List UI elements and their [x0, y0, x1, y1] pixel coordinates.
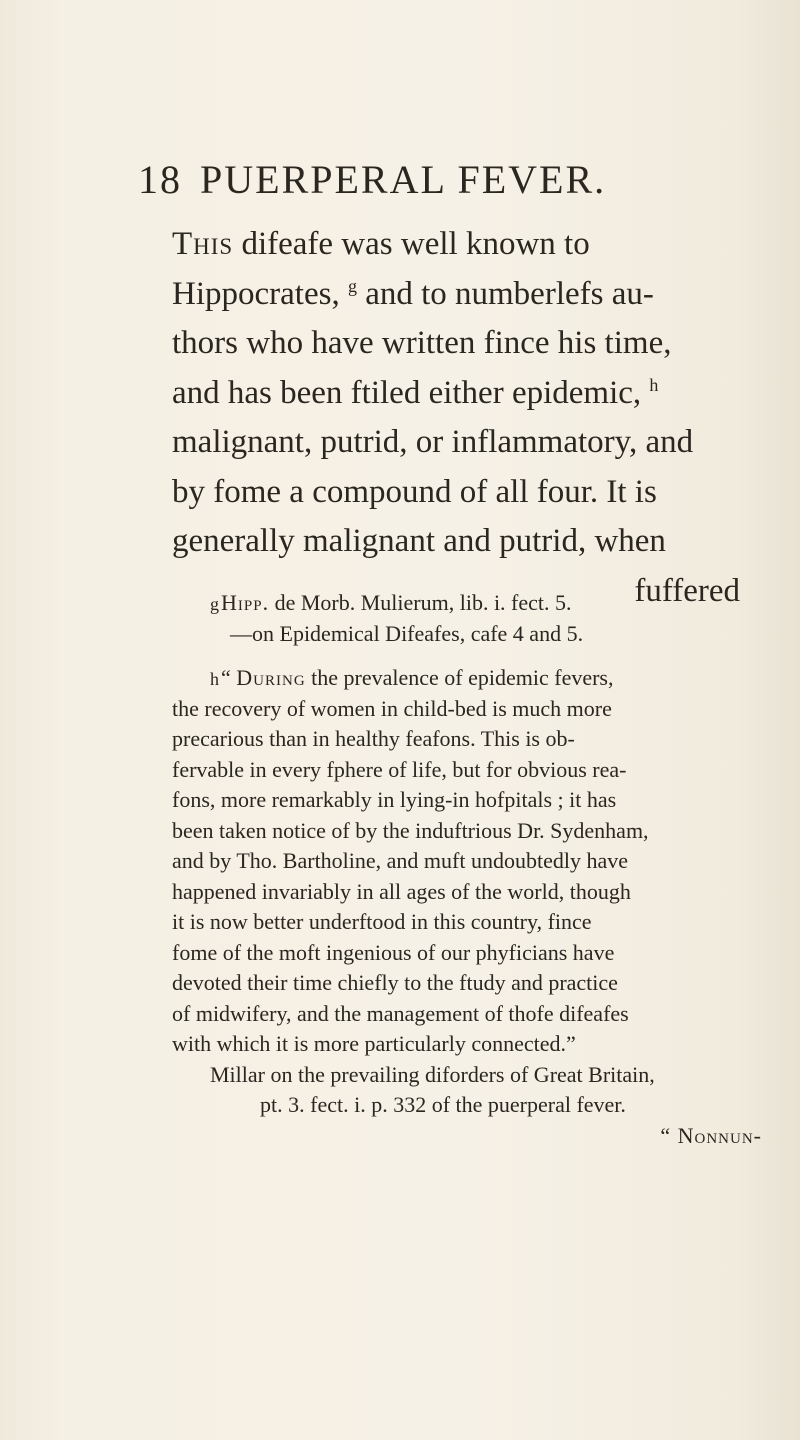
- footnote-line: of midwifery, and the management of thofe difeafes: [172, 1000, 629, 1026]
- footnote-h: h“ During the prevalence of epidemic fevers,: [210, 665, 614, 690]
- footnote-g: gHipp. de Morb. Mulierum, lib. i. fect. 5.: [210, 590, 572, 615]
- body-text: [172, 220, 772, 616]
- running-head: [138, 156, 698, 212]
- body-line: thors who have written fince his time,: [172, 325, 672, 361]
- footnote-line: and by Tho. Bartholine, and muft undoubtedly have: [172, 848, 629, 873]
- footnote-line: it is now better underftood in this country, fince: [172, 909, 592, 934]
- footnote-ref-g: g: [347, 275, 357, 296]
- footnote-g-continued: —on Epidemical Difeafes, cafe 4 and 5.: [230, 620, 584, 646]
- author-name: Hipp.: [221, 590, 270, 615]
- small-caps-word: During: [236, 665, 306, 690]
- body-line: and has been ftiled either epidemic, $^h$: [172, 374, 659, 411]
- footnote-ref-h: h: [649, 374, 659, 395]
- footnote-line: fome of the moft ingenious of our phyficians have: [172, 939, 615, 965]
- body-line: by fome a compound of all four. It is: [172, 473, 657, 510]
- running-title: PUERPERAL FEVER.: [200, 157, 607, 202]
- footnote-line: precarious than in healthy feafons. This is ob-: [172, 726, 575, 751]
- catchword-body: fuffered: [634, 572, 740, 609]
- footnote-line: fons, more remarkably in lying-in hofpitals ; it has: [172, 787, 617, 812]
- footnote-citation: pt. 3. fect. i. p. 332 of the puerperal fever.: [260, 1092, 626, 1117]
- page-number: 18: [138, 157, 182, 202]
- footnote-line: been taken notice of by the induftrious Dr. Sydenham,: [172, 817, 649, 843]
- footnote-marker: h: [210, 669, 219, 689]
- body-line: malignant, putrid, or inflammatory, and: [172, 424, 694, 460]
- footnote-line: devoted their time chiefly to the ftudy and practice: [172, 970, 618, 995]
- footnote-line: fervable in every fphere of life, but for obvious rea-: [172, 756, 627, 782]
- body-line: Hippocrates, $^g$ and to numberlefs au-: [172, 275, 654, 312]
- body-line: generally malignant and putrid, when: [172, 523, 666, 559]
- footnotes: [172, 588, 772, 1151]
- footnote-line: the recovery of women in child-bed is much more: [172, 695, 612, 721]
- small-caps-word: This: [172, 226, 234, 262]
- footnote-marker: g: [210, 594, 219, 614]
- footnote-citation: Millar on the prevailing diforders of Great Britain,: [210, 1061, 655, 1087]
- catchword: “ Nonnun-: [660, 1122, 762, 1148]
- body-line: This difeafe was well known to: [172, 226, 590, 262]
- footnote-line: with which it is more particularly connected.”: [172, 1031, 576, 1056]
- footnote-line: happened invariably in all ages of the world, though: [172, 878, 631, 904]
